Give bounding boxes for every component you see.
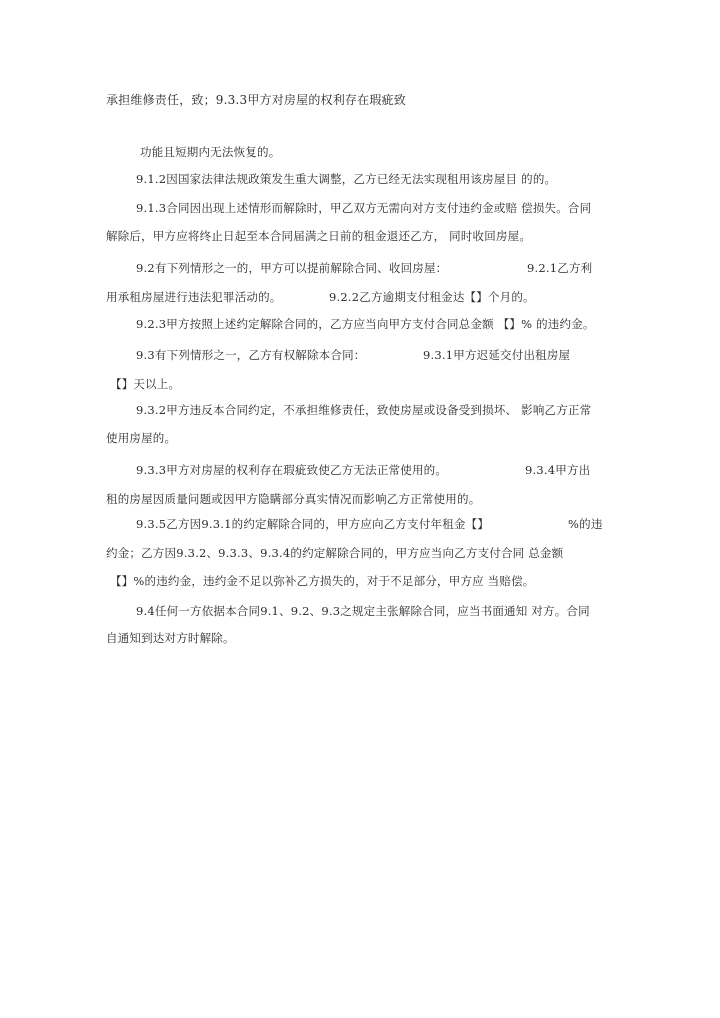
text-line-6 bbox=[136, 261, 636, 275]
text-line-13 bbox=[136, 463, 616, 477]
text-line-5: 解除后，甲方应将终止日起至本合同届满之日前的租金退还乙方， 同时收回房屋。 bbox=[106, 229, 532, 243]
text-line-10: 【】天以上。 bbox=[110, 377, 181, 391]
text-line-14: 租的房屋因质量问题或因甲方隐瞒部分真实情况而影响乙方正常使用的。 bbox=[106, 492, 481, 506]
text-line-3: 9.1.2因国家法律法规政策发生重大调整，乙方已经无法实现租用该房屋目 的的。 bbox=[136, 172, 557, 186]
text-line-13-right: 9.3.4甲方出 bbox=[525, 463, 591, 477]
text-line-17: 【】%的违约金，违约金不足以弥补乙方损失的，对于不足部分，甲方应 当赔偿。 bbox=[110, 574, 535, 588]
text-line-11: 9.3.2甲方违反本合同约定，不承担维修责任，致使房屋或设备受到损坏、 影响乙方正常 bbox=[136, 403, 592, 417]
text-line-7-right: 9.2.2乙方逾期支付租金达【】个月的。 bbox=[329, 290, 535, 304]
text-line-9 bbox=[136, 348, 616, 362]
text-line-12: 使用房屋的。 bbox=[106, 431, 177, 445]
text-line-18: 9.4任何一方依据本合同9.1、9.2、9.3之规定主张解除合同，应当书面通知 对方。合同 bbox=[136, 604, 590, 618]
text-line-6-right: 9.2.1乙方利 bbox=[527, 261, 593, 275]
text-line-6-left: 9.2有下列情形之一的，甲方可以提前解除合同、收回房屋： bbox=[136, 261, 448, 275]
text-line-2: 功能且短期内无法恢复的。 bbox=[140, 145, 281, 159]
text-line-16: 约金；乙方因9.3.2、9.3.3、9.3.4的约定解除合同的，甲方应当向乙方支付合同 总金额 bbox=[106, 546, 564, 560]
text-line-15-right: %的违 bbox=[568, 517, 603, 531]
text-line-4: 9.1.3合同因出现上述情形而解除时，甲乙双方无需向对方支付违约金或赔 偿损失。合同 bbox=[136, 201, 592, 215]
text-line-15 bbox=[136, 517, 636, 533]
text-line-9-right: 9.3.1甲方迟延交付出租房屋 bbox=[423, 348, 571, 362]
text-line-9-left: 9.3有下列情形之一，乙方有权解除本合同： bbox=[136, 348, 366, 362]
text-line-7-left: 用承租房屋进行违法犯罪活动的。 bbox=[106, 290, 282, 304]
text-line-19: 自通知到达对方时解除。 bbox=[106, 631, 235, 645]
text-line-13-left: 9.3.3甲方对房屋的权利存在瑕疵致使乙方无法正常使用的。 bbox=[136, 463, 448, 477]
text-line-7 bbox=[106, 290, 626, 304]
text-line-1: 承担维修责任，致；9.3.3甲方对房屋的权利存在瑕疵致 bbox=[106, 93, 406, 107]
text-line-15-left: 9.3.5乙方因9.3.1的约定解除合同的，甲方应向乙方支付年租金【】 bbox=[136, 517, 490, 531]
text-line-8: 9.2.3甲方按照上述约定解除合同的，乙方应当向甲方支付合同总金额 【】% 的违约金。 bbox=[136, 317, 595, 331]
